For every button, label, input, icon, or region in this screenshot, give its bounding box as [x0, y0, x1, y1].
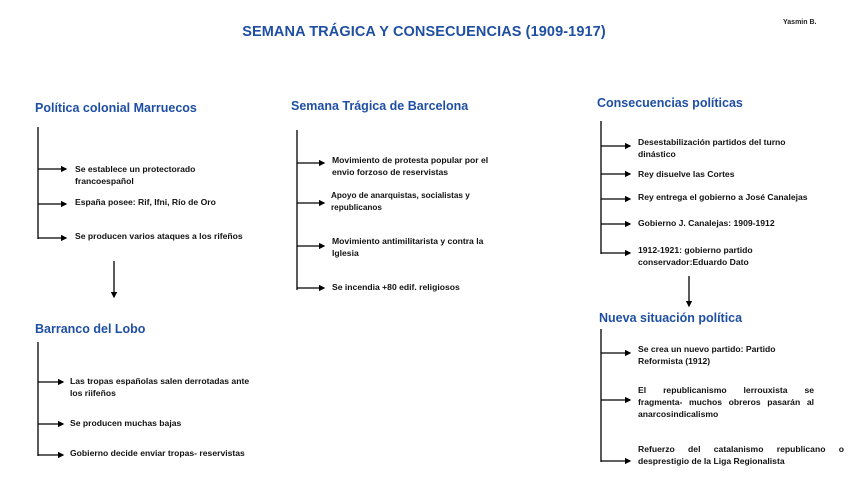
- heading-politica-colonial: Política colonial Marruecos: [35, 101, 197, 115]
- barcelona-item-2: Apoyo de anarquistas, socialistas y republicanos: [331, 191, 470, 212]
- consecuencias-item-5: 1912-1921: gobierno partido conservador:Eduardo Dato: [638, 245, 758, 267]
- barcelona-item-3: Movimiento antimilitarista y contra la Iglesia: [332, 236, 484, 258]
- nueva-item-1: Se crea un nuevo partido: Partido Reformista (1912): [638, 344, 776, 366]
- author-label: Yasmin B.: [783, 19, 817, 26]
- nueva-item-2: El republicanismo lerrouxista se fragmenta- muchos obreros pasarán al anarcosindicalismo: [638, 385, 814, 419]
- marruecos-item-2: España posee: Rif, Ifni, Río de Oro: [75, 197, 216, 207]
- consecuencias-item-2: Rey disuelve las Cortes: [638, 169, 735, 179]
- consecuencias-item-3: Rey entrega el gobierno a José Canalejas: [638, 192, 808, 202]
- barcelona-item-4: Se incendia +80 edif. religiosos: [332, 282, 460, 292]
- barcelona-item-1: Movimiento de protesta popular por el envio forzoso de reservistas: [332, 155, 489, 177]
- barranco-item-2: Se producen muchas bajas: [70, 418, 182, 428]
- barranco-item-1: Las tropas españolas salen derrotadas ante los riifeños: [70, 376, 250, 398]
- page-title: SEMANA TRÁGICA Y CONSECUENCIAS (1909-1917): [242, 24, 606, 40]
- heading-semana-tragica: Semana Trágica de Barcelona: [291, 99, 469, 113]
- consecuencias-item-4: Gobierno J. Canalejas: 1909-1912: [638, 218, 775, 228]
- nueva-item-3: Refuerzo del catalanismo republicano o desprestigio de la Liga Regionalista: [638, 444, 844, 466]
- heading-barranco-del-lobo: Barranco del Lobo: [35, 322, 146, 336]
- barranco-item-3: Gobierno decide enviar tropas- reservistas: [70, 448, 245, 458]
- consecuencias-item-1: Desestabilización partidos del turno dinástico: [638, 137, 786, 159]
- heading-nueva-situacion: Nueva situación política: [599, 311, 743, 325]
- marruecos-item-3: Se producen varios ataques a los rifeños: [75, 231, 243, 241]
- heading-consecuencias-politicas: Consecuencias políticas: [597, 96, 743, 110]
- marruecos-item-1: Se establece un protectorado francoespañol: [75, 164, 196, 186]
